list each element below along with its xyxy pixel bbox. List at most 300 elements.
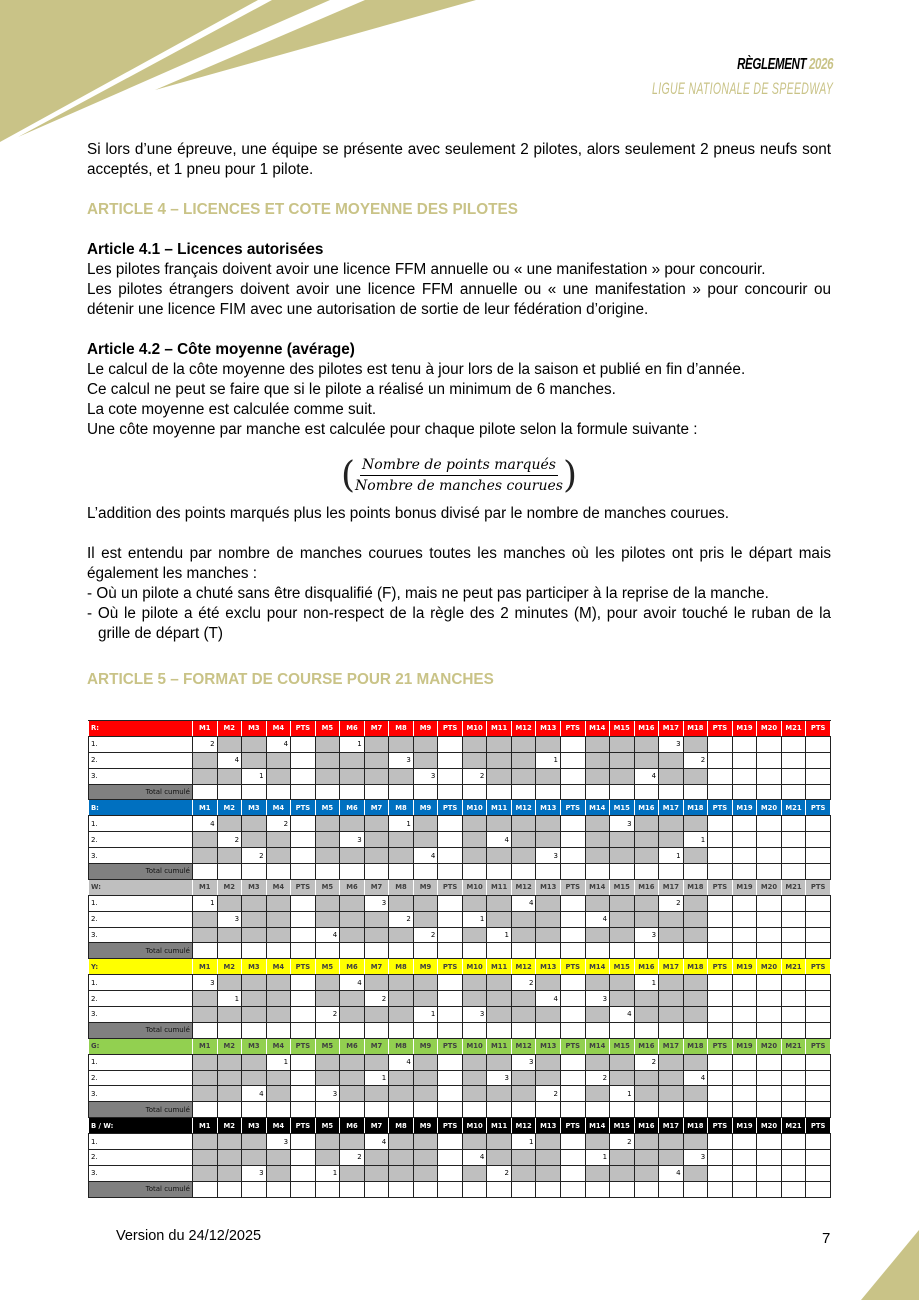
total-cell[interactable] [291,943,316,959]
score-cell[interactable] [315,895,340,911]
score-cell[interactable] [340,927,365,943]
score-cell[interactable]: 4 [413,848,438,864]
score-cell[interactable] [487,1086,512,1102]
score-cell[interactable] [462,1070,487,1086]
score-cell[interactable] [560,975,585,991]
score-cell[interactable] [806,832,831,848]
score-cell[interactable] [364,816,389,832]
score-cell[interactable]: 3 [266,1134,291,1150]
score-cell[interactable] [340,816,365,832]
score-cell[interactable] [659,1007,684,1023]
score-cell[interactable]: 2 [487,1165,512,1181]
score-cell[interactable] [291,911,316,927]
total-cell[interactable] [315,864,340,880]
score-cell[interactable] [242,832,267,848]
score-cell[interactable] [438,816,463,832]
score-cell[interactable] [610,895,635,911]
score-cell[interactable] [291,752,316,768]
score-cell[interactable] [340,1007,365,1023]
score-cell[interactable] [438,1150,463,1166]
score-cell[interactable] [683,816,708,832]
score-cell[interactable] [291,1086,316,1102]
score-cell[interactable] [266,752,291,768]
score-cell[interactable] [781,991,806,1007]
score-cell[interactable] [413,736,438,752]
score-cell[interactable] [757,927,782,943]
total-cell[interactable] [659,1022,684,1038]
score-cell[interactable] [806,895,831,911]
total-cell[interactable] [536,784,561,800]
score-cell[interactable] [413,1165,438,1181]
total-cell[interactable] [315,1022,340,1038]
score-cell[interactable]: 2 [193,736,218,752]
score-cell[interactable] [438,991,463,1007]
score-cell[interactable] [291,816,316,832]
total-cell[interactable] [560,943,585,959]
score-cell[interactable] [806,1070,831,1086]
score-cell[interactable] [708,975,733,991]
score-cell[interactable] [610,1165,635,1181]
score-cell[interactable] [708,895,733,911]
score-cell[interactable] [364,1054,389,1070]
score-cell[interactable] [511,1165,536,1181]
score-cell[interactable] [536,895,561,911]
total-cell[interactable] [708,1022,733,1038]
score-cell[interactable]: 3 [364,895,389,911]
score-cell[interactable] [732,1150,757,1166]
score-cell[interactable] [193,1007,218,1023]
score-cell[interactable] [659,911,684,927]
score-cell[interactable] [462,1165,487,1181]
score-cell[interactable] [511,736,536,752]
score-cell[interactable] [511,927,536,943]
score-cell[interactable] [659,991,684,1007]
total-cell[interactable] [193,1181,218,1197]
total-cell[interactable] [291,1181,316,1197]
score-cell[interactable] [193,927,218,943]
score-cell[interactable] [560,768,585,784]
score-cell[interactable] [193,1070,218,1086]
score-cell[interactable] [266,991,291,1007]
total-cell[interactable] [585,1181,610,1197]
score-cell[interactable] [732,895,757,911]
score-cell[interactable] [413,895,438,911]
score-cell[interactable]: 1 [413,1007,438,1023]
total-cell[interactable] [757,1022,782,1038]
total-cell[interactable] [487,1181,512,1197]
total-cell[interactable] [266,943,291,959]
total-cell[interactable] [364,864,389,880]
score-cell[interactable] [757,832,782,848]
score-cell[interactable] [291,1054,316,1070]
total-cell[interactable] [708,864,733,880]
score-cell[interactable] [389,1134,414,1150]
score-cell[interactable] [266,975,291,991]
total-cell[interactable] [217,1022,242,1038]
score-cell[interactable] [413,1070,438,1086]
score-cell[interactable] [683,848,708,864]
score-cell[interactable] [217,1150,242,1166]
total-cell[interactable] [389,864,414,880]
score-cell[interactable]: 4 [315,927,340,943]
score-cell[interactable]: 3 [536,848,561,864]
score-cell[interactable] [757,991,782,1007]
score-cell[interactable] [413,975,438,991]
score-cell[interactable] [560,1054,585,1070]
score-cell[interactable] [610,1070,635,1086]
score-cell[interactable] [291,1007,316,1023]
score-cell[interactable] [487,752,512,768]
total-cell[interactable] [708,1102,733,1118]
score-cell[interactable] [634,736,659,752]
total-cell[interactable] [585,1102,610,1118]
score-cell[interactable]: 4 [536,991,561,1007]
score-cell[interactable] [659,927,684,943]
score-cell[interactable] [659,816,684,832]
score-cell[interactable] [634,1165,659,1181]
score-cell[interactable] [708,1007,733,1023]
total-cell[interactable] [634,784,659,800]
score-cell[interactable] [462,975,487,991]
score-cell[interactable] [389,975,414,991]
total-cell[interactable] [438,1022,463,1038]
score-cell[interactable] [806,1134,831,1150]
score-cell[interactable] [242,975,267,991]
score-cell[interactable]: 3 [315,1086,340,1102]
total-cell[interactable] [438,784,463,800]
score-cell[interactable] [193,1165,218,1181]
score-cell[interactable] [708,1086,733,1102]
total-cell[interactable] [340,1102,365,1118]
total-cell[interactable] [242,784,267,800]
score-cell[interactable] [634,1007,659,1023]
total-cell[interactable] [462,1102,487,1118]
score-cell[interactable] [781,736,806,752]
total-cell[interactable] [389,1102,414,1118]
total-cell[interactable] [217,1181,242,1197]
score-cell[interactable] [683,1165,708,1181]
score-cell[interactable] [193,911,218,927]
score-cell[interactable] [462,752,487,768]
score-cell[interactable]: 4 [340,975,365,991]
score-cell[interactable] [413,1150,438,1166]
score-cell[interactable] [806,768,831,784]
score-cell[interactable] [511,991,536,1007]
total-cell[interactable] [610,1181,635,1197]
score-cell[interactable] [732,752,757,768]
score-cell[interactable] [536,768,561,784]
score-cell[interactable] [634,832,659,848]
score-cell[interactable] [364,736,389,752]
score-cell[interactable] [585,895,610,911]
score-cell[interactable] [806,816,831,832]
score-cell[interactable]: 3 [634,927,659,943]
score-cell[interactable]: 1 [389,816,414,832]
score-cell[interactable] [266,911,291,927]
score-cell[interactable] [462,991,487,1007]
score-cell[interactable] [217,1086,242,1102]
total-cell[interactable] [781,943,806,959]
score-cell[interactable] [315,848,340,864]
total-cell[interactable] [242,1102,267,1118]
score-cell[interactable]: 1 [511,1134,536,1150]
total-cell[interactable] [757,1102,782,1118]
total-cell[interactable] [732,1022,757,1038]
total-cell[interactable] [757,1181,782,1197]
score-cell[interactable] [683,975,708,991]
score-cell[interactable] [291,1165,316,1181]
total-cell[interactable] [413,784,438,800]
total-cell[interactable] [242,943,267,959]
total-cell[interactable] [487,943,512,959]
total-cell[interactable] [511,1102,536,1118]
score-cell[interactable] [732,991,757,1007]
total-cell[interactable] [610,1102,635,1118]
score-cell[interactable] [560,816,585,832]
score-cell[interactable] [340,991,365,1007]
total-cell[interactable] [511,864,536,880]
score-cell[interactable] [732,911,757,927]
score-cell[interactable] [634,816,659,832]
total-cell[interactable] [585,943,610,959]
score-cell[interactable] [511,1007,536,1023]
score-cell[interactable] [315,752,340,768]
score-cell[interactable]: 2 [659,895,684,911]
total-cell[interactable] [487,1102,512,1118]
score-cell[interactable] [462,895,487,911]
score-cell[interactable] [315,975,340,991]
score-cell[interactable] [511,768,536,784]
score-cell[interactable] [560,832,585,848]
score-cell[interactable] [364,911,389,927]
score-cell[interactable] [659,1086,684,1102]
score-cell[interactable] [536,736,561,752]
score-cell[interactable] [364,975,389,991]
total-cell[interactable] [683,864,708,880]
score-cell[interactable] [806,991,831,1007]
score-cell[interactable] [193,1150,218,1166]
score-cell[interactable] [242,752,267,768]
score-cell[interactable] [291,895,316,911]
score-cell[interactable] [708,991,733,1007]
score-cell[interactable] [242,1134,267,1150]
score-cell[interactable] [560,1134,585,1150]
score-cell[interactable] [560,1007,585,1023]
total-cell[interactable] [487,1022,512,1038]
total-cell[interactable] [217,1102,242,1118]
score-cell[interactable]: 1 [462,911,487,927]
score-cell[interactable] [438,768,463,784]
total-cell[interactable] [708,1181,733,1197]
score-cell[interactable] [438,1134,463,1150]
score-cell[interactable] [708,1150,733,1166]
score-cell[interactable] [487,1150,512,1166]
score-cell[interactable] [511,1150,536,1166]
total-cell[interactable] [610,784,635,800]
total-cell[interactable] [487,864,512,880]
score-cell[interactable] [242,991,267,1007]
score-cell[interactable]: 2 [315,1007,340,1023]
total-cell[interactable] [781,784,806,800]
score-cell[interactable] [340,1134,365,1150]
total-cell[interactable] [683,784,708,800]
score-cell[interactable] [462,1086,487,1102]
total-cell[interactable] [659,943,684,959]
score-cell[interactable] [585,752,610,768]
total-cell[interactable] [462,1022,487,1038]
total-cell[interactable] [462,864,487,880]
score-cell[interactable]: 1 [585,1150,610,1166]
total-cell[interactable] [511,1022,536,1038]
score-cell[interactable] [315,1070,340,1086]
score-cell[interactable] [806,1165,831,1181]
score-cell[interactable] [266,1165,291,1181]
score-cell[interactable] [438,927,463,943]
score-cell[interactable] [536,1150,561,1166]
score-cell[interactable] [781,911,806,927]
total-cell[interactable] [291,864,316,880]
total-cell[interactable] [193,864,218,880]
total-cell[interactable] [438,864,463,880]
score-cell[interactable] [659,975,684,991]
score-cell[interactable] [438,975,463,991]
total-cell[interactable] [413,1102,438,1118]
score-cell[interactable] [193,768,218,784]
score-cell[interactable] [732,1070,757,1086]
score-cell[interactable] [757,816,782,832]
total-cell[interactable] [634,1102,659,1118]
score-cell[interactable] [536,1165,561,1181]
score-cell[interactable]: 2 [536,1086,561,1102]
score-cell[interactable] [266,848,291,864]
score-cell[interactable] [708,816,733,832]
score-cell[interactable] [683,927,708,943]
total-cell[interactable] [536,943,561,959]
total-cell[interactable] [610,943,635,959]
score-cell[interactable] [757,975,782,991]
score-cell[interactable] [511,848,536,864]
score-cell[interactable] [708,1070,733,1086]
score-cell[interactable] [315,991,340,1007]
total-cell[interactable] [732,1102,757,1118]
score-cell[interactable] [781,1070,806,1086]
score-cell[interactable] [634,1086,659,1102]
total-cell[interactable] [806,864,831,880]
score-cell[interactable] [757,848,782,864]
score-cell[interactable] [560,911,585,927]
score-cell[interactable] [511,1086,536,1102]
total-cell[interactable] [413,864,438,880]
score-cell[interactable]: 4 [266,736,291,752]
total-cell[interactable] [266,1022,291,1038]
score-cell[interactable] [781,975,806,991]
score-cell[interactable] [217,1134,242,1150]
total-cell[interactable] [217,784,242,800]
score-cell[interactable] [536,1070,561,1086]
score-cell[interactable]: 4 [364,1134,389,1150]
score-cell[interactable]: 3 [413,768,438,784]
score-cell[interactable] [683,768,708,784]
total-cell[interactable] [266,864,291,880]
score-cell[interactable] [389,1007,414,1023]
score-cell[interactable] [781,1165,806,1181]
score-cell[interactable] [781,1054,806,1070]
score-cell[interactable] [462,927,487,943]
score-cell[interactable] [536,1007,561,1023]
total-cell[interactable] [610,864,635,880]
score-cell[interactable] [364,1007,389,1023]
score-cell[interactable] [708,927,733,943]
total-cell[interactable] [242,1022,267,1038]
score-cell[interactable] [757,1165,782,1181]
score-cell[interactable] [291,1070,316,1086]
total-cell[interactable] [634,864,659,880]
score-cell[interactable] [193,1086,218,1102]
total-cell[interactable] [732,1181,757,1197]
total-cell[interactable] [536,1181,561,1197]
score-cell[interactable] [511,752,536,768]
total-cell[interactable] [462,784,487,800]
score-cell[interactable] [364,832,389,848]
score-cell[interactable] [683,895,708,911]
score-cell[interactable] [585,975,610,991]
score-cell[interactable] [315,1054,340,1070]
score-cell[interactable] [683,1054,708,1070]
total-cell[interactable] [340,1022,365,1038]
score-cell[interactable] [659,832,684,848]
score-cell[interactable] [217,1165,242,1181]
score-cell[interactable] [560,752,585,768]
total-cell[interactable] [659,1102,684,1118]
score-cell[interactable] [634,1070,659,1086]
score-cell[interactable] [487,816,512,832]
score-cell[interactable] [217,1054,242,1070]
score-cell[interactable] [610,752,635,768]
total-cell[interactable] [193,943,218,959]
score-cell[interactable] [511,1070,536,1086]
score-cell[interactable]: 2 [389,911,414,927]
score-cell[interactable] [487,991,512,1007]
total-cell[interactable] [266,1102,291,1118]
score-cell[interactable] [487,736,512,752]
score-cell[interactable] [438,1165,463,1181]
score-cell[interactable]: 4 [217,752,242,768]
score-cell[interactable] [732,816,757,832]
total-cell[interactable] [806,1022,831,1038]
score-cell[interactable]: 1 [315,1165,340,1181]
score-cell[interactable] [364,768,389,784]
score-cell[interactable] [806,1054,831,1070]
total-cell[interactable] [634,1022,659,1038]
score-cell[interactable]: 2 [242,848,267,864]
score-cell[interactable]: 2 [511,975,536,991]
score-cell[interactable] [413,752,438,768]
score-cell[interactable] [536,816,561,832]
score-cell[interactable] [315,832,340,848]
total-cell[interactable] [585,1022,610,1038]
score-cell[interactable]: 3 [340,832,365,848]
score-cell[interactable] [634,911,659,927]
total-cell[interactable] [806,784,831,800]
score-cell[interactable] [585,1054,610,1070]
score-cell[interactable]: 4 [389,1054,414,1070]
total-cell[interactable] [364,1102,389,1118]
total-cell[interactable] [413,1181,438,1197]
score-cell[interactable] [708,1054,733,1070]
score-cell[interactable] [217,1007,242,1023]
score-cell[interactable] [193,991,218,1007]
total-cell[interactable] [315,943,340,959]
